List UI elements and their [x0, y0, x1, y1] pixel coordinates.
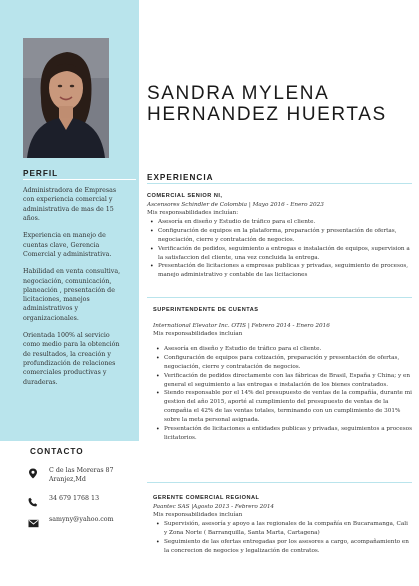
job-bullet: • Verificación de pedidos directamente con las fábricas de Brasil, España y China; y en general el seguimiento a las entregas e instalación de los bienes contratados. [164, 372, 412, 390]
phone-text: 34 679 1768 13 [49, 495, 100, 502]
job-bullets [153, 520, 412, 555]
job-intro: Mis responsabilidades incluían [153, 331, 243, 338]
job-entry [153, 494, 412, 556]
job-company: Ascensores Schindler de Colombia | Mayo 2016 - Enero 2023 [147, 201, 324, 208]
perfil-paragraph: Experiencia en manejo de cuentas clave, Gerencia Comercial y administrativa. [23, 232, 112, 258]
job-bullet: • Seguimiento de las ofertas entregadas por los asesores a cargo, acompañamiento en la concrecion de negocios y legalización de contratos. [164, 538, 412, 556]
job-bullets [153, 345, 412, 442]
job-bullet: • Supervisión, asesoría y apoyo a las regionales de la compañía en Bucaramanga, Cali y Zona Norte ( Barranquilla, Santa Marta, Cartagena) [164, 520, 412, 538]
job-role: SUPERINTENDENTE DE CUENTAS [153, 307, 259, 313]
job-company: Paantec SAS |Agosto 2013 - Febrero 2014 [153, 503, 275, 510]
job-role: COMERCIAL SENIOR NI, [147, 193, 223, 199]
phone-icon [28, 492, 38, 502]
contact-heading: CONTACTO [30, 447, 84, 456]
section-divider [147, 297, 412, 298]
perfil-paragraph: Habilidad en venta consultiva, negociación, comunicación, planeación , presentación de licitaciones, manejos administrativos y organizacionales. [23, 268, 121, 322]
job-company: International Elevator Inc. OTIS | Febrero 2014 - Enero 2016 [153, 322, 330, 329]
address-line: C de las Moreras 87 [49, 467, 114, 474]
profile-photo [23, 38, 109, 158]
job-entry [153, 306, 412, 442]
job-bullets [147, 218, 412, 280]
email-link[interactable]: samyny@yahoo.com [49, 516, 114, 523]
job-bullet: • Verificación de pedidos, seguimiento a entregas e instalación de equipos, supervision a la satisfaccion del cliente, una vez concluida la entrega. [158, 245, 412, 263]
job-bullet: • Asesoría en diseño y Estudio de tráfico para el cliente. [158, 218, 412, 227]
job-bullet: • Presentación de licitaciones a entidades publicas y privadas, seguimientos a procesos licitatorios. [164, 425, 412, 443]
job-bullet: • Siendo responsable por el 14% del presupuesto de ventas de la compañía, durante mi gestion del año 2015, aporté al cumplimiento del presupuesto de ventas de la compañia el 42% de las ventas totales, terminando con un cumplimiento de 301% sobre la meta personal asignada. [164, 389, 412, 424]
contact-panel [0, 441, 139, 586]
job-intro: Mis responsabilidades incluían [153, 512, 243, 519]
perfil-heading: PERFIL [23, 169, 59, 178]
job-role: GERENTE COMERCIAL REGIONAL [153, 495, 260, 501]
name-line: HERNANDEZ HUERTAS [147, 104, 387, 126]
job-bullet: • Configuración de equipos en la plataforma, preparación y presentación de ofertas, negociación, cierre y contratación de negocios. [158, 227, 412, 245]
section-divider [147, 482, 412, 483]
job-bullet: • Configuración de equipos para cotización, preparación y presentación de ofertas, negociación, cierre y contratación de negocios. [164, 354, 412, 372]
perfil-divider [23, 179, 136, 180]
job-entry [147, 192, 412, 280]
experience-divider [147, 183, 412, 184]
job-bullet: • Asesoría en diseño y Estudio de tráfico para el cliente. [164, 345, 412, 354]
perfil-paragraph: Administradora de Empresas con experiencia comercial y administrativa de mas de 15 años. [23, 187, 117, 222]
job-bullet: • Presentación de licitaciones a empresas publicas y privadas, seguimiento de procesos, manejo administrativo y contable de las licitaciones [158, 262, 412, 280]
address-line: Aranjez,Md [49, 476, 86, 484]
name-line: SANDRA MYLENA [147, 83, 330, 104]
address-text [49, 466, 114, 484]
perfil-paragraph: Orientada 100% al servicio como medio para la obtención de resultados, la creación y profundización de relaciones comerciales productivas y duraderas. [23, 332, 120, 386]
candidate-name [147, 83, 417, 126]
experience-heading: EXPERIENCIA [147, 173, 214, 182]
job-intro: Mis responsabilidades incluían: [147, 210, 239, 217]
location-pin-icon [28, 464, 38, 474]
envelope-icon [28, 513, 38, 523]
perfil-text [23, 186, 127, 395]
